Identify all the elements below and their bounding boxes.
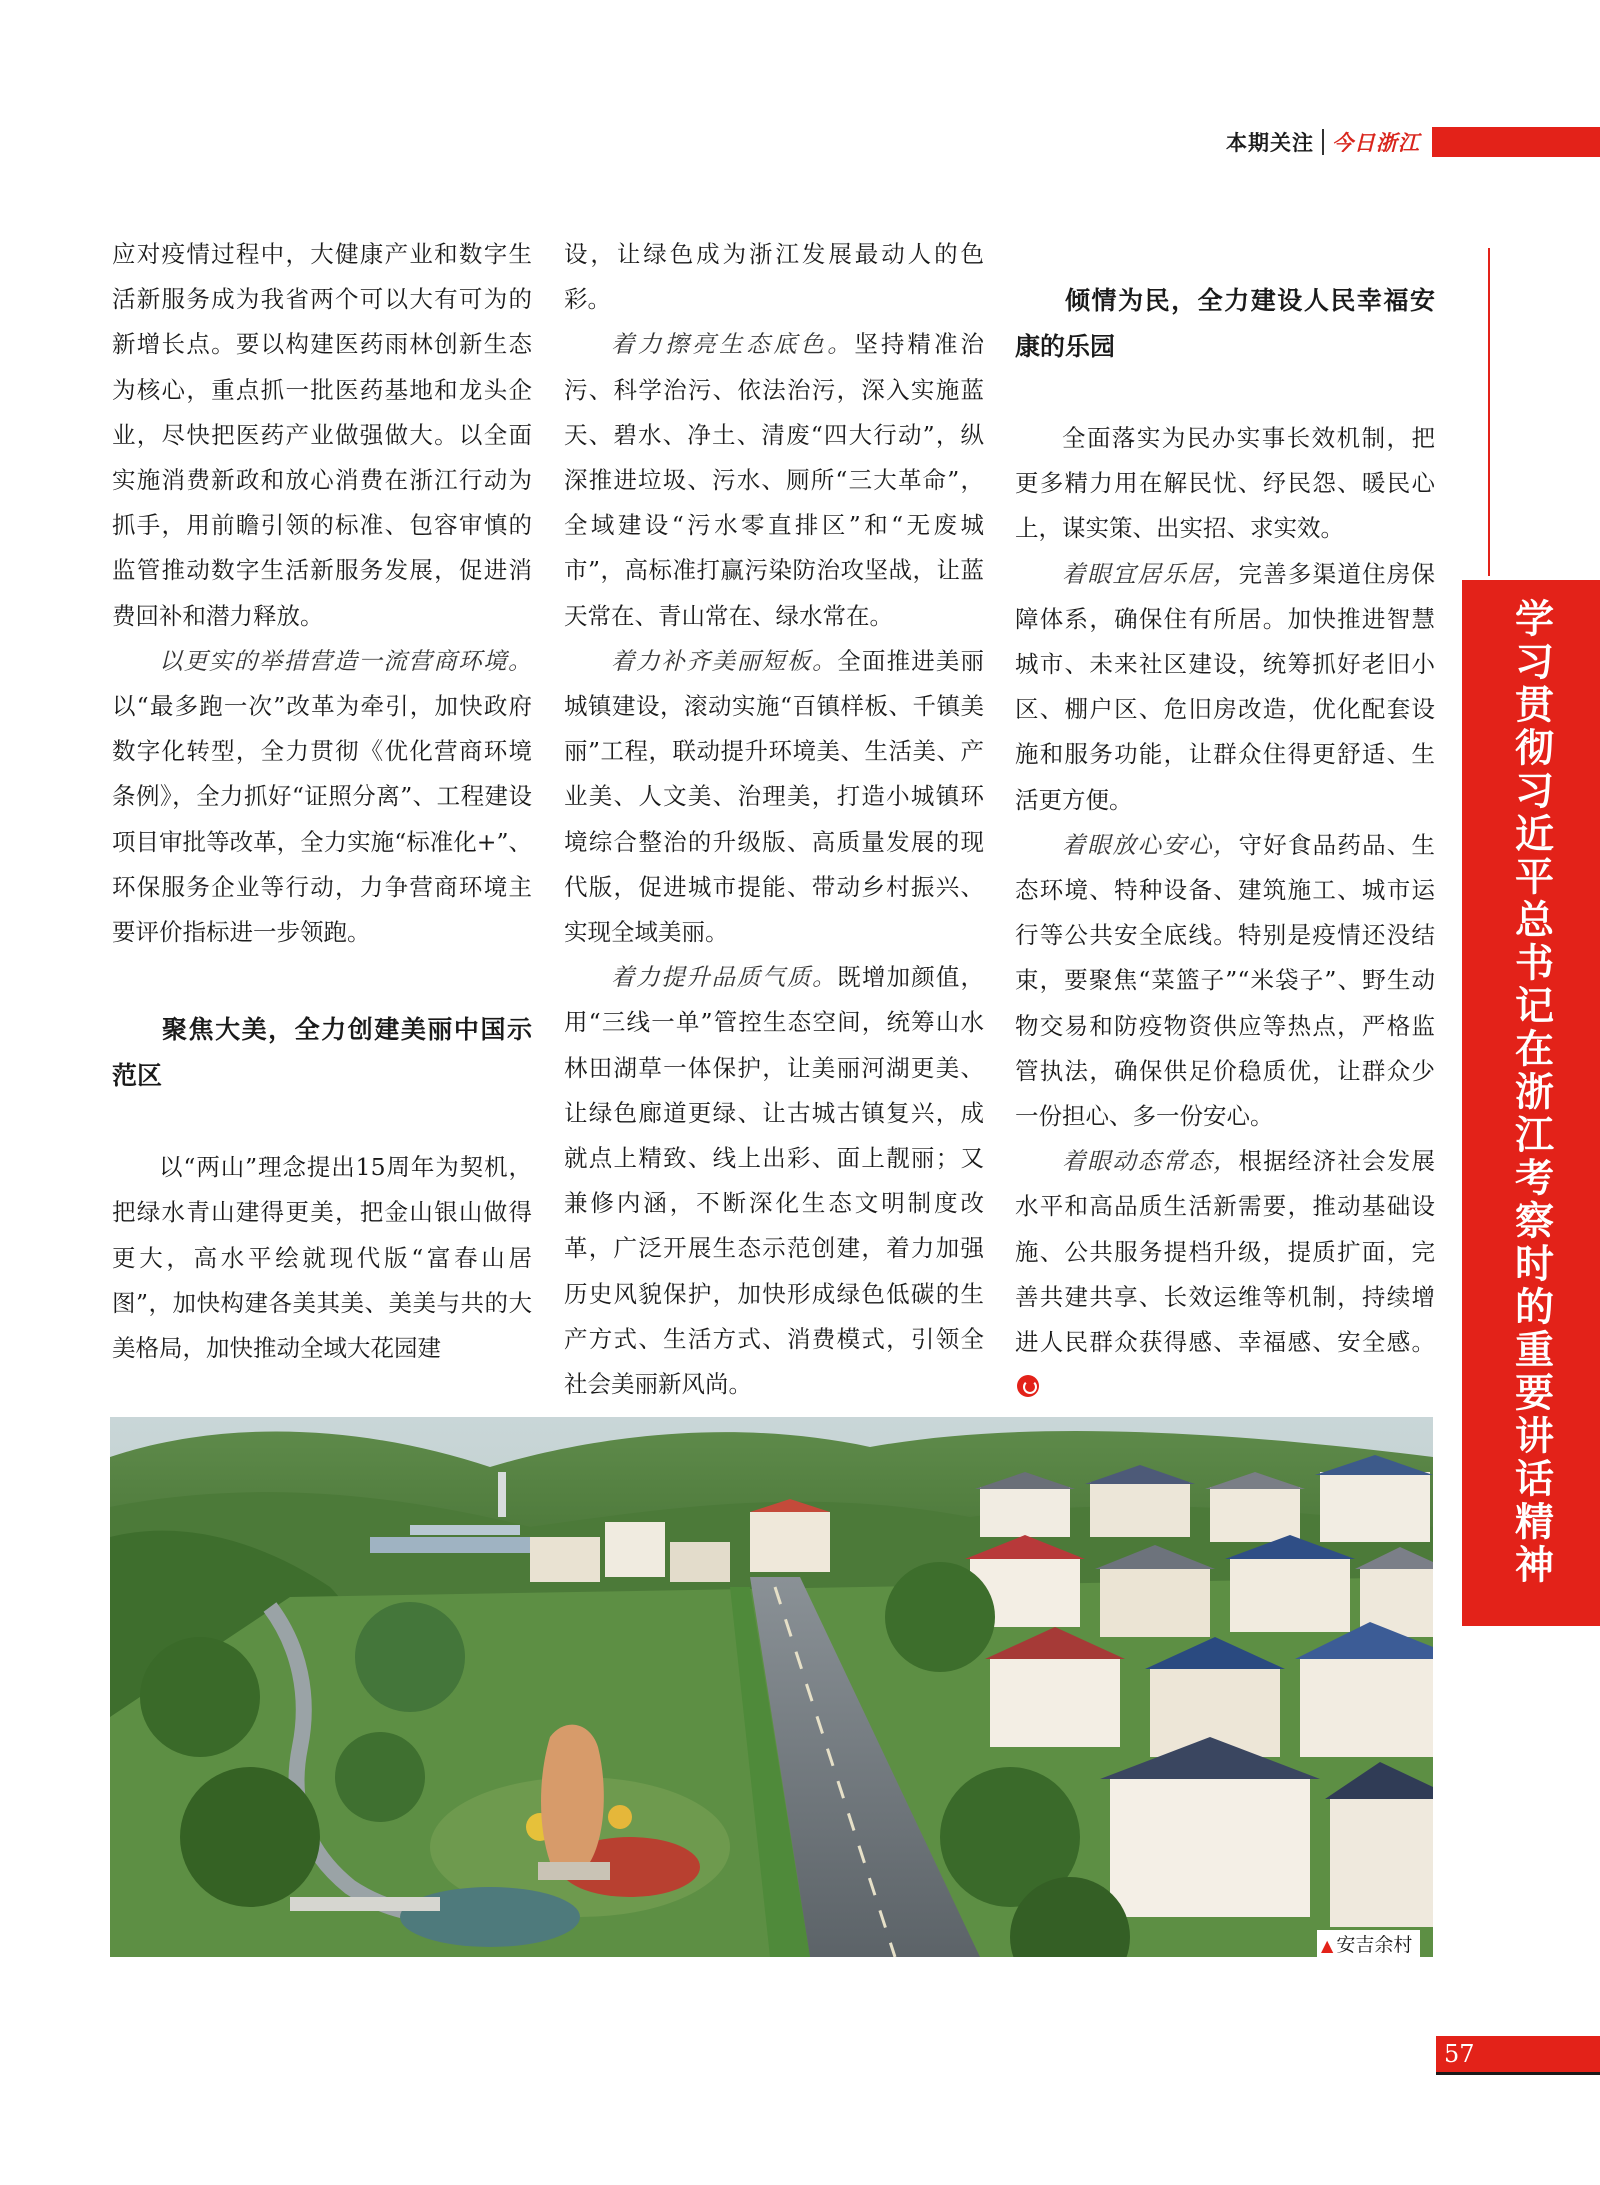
paragraph: [112, 639, 532, 955]
paragraph-lead: 以更实的举措营造一流营商环境。: [159, 646, 532, 675]
village-photo: [110, 1417, 1433, 1957]
caption-text: 安吉余村: [1336, 1934, 1413, 1956]
paragraph: [1015, 823, 1435, 1139]
aerial-village-illustration: [110, 1417, 1433, 1957]
text-column-3: [1015, 232, 1435, 1410]
paragraph: [1015, 552, 1435, 823]
paragraph: [1015, 1139, 1435, 1410]
photo-caption: [1317, 1930, 1420, 1960]
paragraph: [564, 955, 984, 1407]
magazine-brand: 今日浙江: [1332, 131, 1420, 155]
paragraph-lead: 着力擦亮生态底色。: [611, 330, 855, 359]
paragraph-body: 守好食品药品、生态环境、特种设备、建筑施工、城市运行等公共安全底线。特别是疫情还没结束，要聚焦“菜篮子”“米袋子”、野生动物交易和防疫物资供应等热点，严格监管执法，确保供足价稳质优，让群众少一份担心、多一份安心。: [1015, 830, 1435, 1131]
text-column-1: [112, 232, 532, 1371]
paragraph: 设，让绿色成为浙江发展最动人的色彩。: [564, 240, 984, 314]
header-divider: [1322, 129, 1324, 155]
page-header: [1226, 126, 1600, 158]
header-red-bar: [1432, 127, 1600, 157]
paragraph-body: 以“最多跑一次”改革为牵引，加快政府数字化转型，全力贯彻《优化营商环境条例》，全力抓好“证照分离”、工程建设项目审批等改革，全力实施“标准化+”、环保服务企业等行动，力争营商环境主要评价指标进一步领跑。: [112, 692, 532, 947]
paragraph: [564, 322, 984, 638]
paragraph-body: 全面推进美丽城镇建设，滚动实施“百镇样板、千镇美丽”工程，联动提升环境美、生活美、产业美、人文美、治理美，打造小城镇环境综合整治的升级版、高质量发展的现代版，促进城市提能、带动乡村振兴、实现全域美丽。: [564, 646, 985, 947]
paragraph-lead: 着眼放心安心，: [1062, 830, 1239, 859]
paragraph-lead: 着眼动态常态，: [1062, 1147, 1239, 1176]
paragraph-body: 坚持精准治污、科学治污、依法治污，深入实施蓝天、碧水、净土、清废“四大行动”，纵深推进垃圾、污水、厕所“三大革命”，全域建设“污水零直排区”和“无废城市”，高标准打赢污染防治攻坚战，让蓝天常在、青山常在、绿水常在。: [564, 330, 985, 630]
paragraph-body: 既增加颜值，用“三线一单”管控生态空间，统筹山水林田湖草一体保护，让美丽河湖更美、让绿色廊道更绿、让古城古镇复兴，成就点上精致、线上出彩、面上靓丽；又兼修内涵，不断深化生态文明制度改革，广泛开展生态示范创建，着力加强历史风貌保护，加快形成绿色低碳的生产方式、生活方式、消费模式，引领全社会美丽新风尚。: [564, 963, 985, 1399]
banner-title: 学习贯彻习近平总书记在浙江考察时的重要讲话精神: [1508, 598, 1554, 1587]
page-bottom-rule: [1436, 2072, 1600, 2075]
paragraph-body: 完善多渠道住房保障体系，确保住有所居。加快推进智慧城市、未来社区建设，统筹抓好老旧小区、棚户区、危旧房改造，优化配套设施和服务功能，让群众住得更舒适、生活更方便。: [1015, 559, 1435, 814]
banner-rule: [1488, 248, 1490, 576]
paragraph: [564, 639, 984, 955]
section-label: 本期关注: [1226, 131, 1314, 155]
paragraph: 以“两山”理念提出15周年为契机，把绿水青山建得更美，把金山银山做得更大，高水平绘就现代版“富春山居图”，加快构建各美其美、美美与共的大美格局，加快推动全域大花园建: [112, 1153, 532, 1363]
paragraph-lead: 着力提升品质气质。: [611, 963, 838, 992]
section-heading: 倾情为民，全力建设人民幸福安康的乐园: [1015, 286, 1435, 361]
caption-triangle-icon: ▲: [1321, 1936, 1334, 1955]
section-heading: 聚焦大美，全力创建美丽中国示范区: [112, 1015, 532, 1091]
paragraph-body: 根据经济社会发展水平和高品质生活新需要，推动基础设施、公共服务提档升级，提质扩面，完善共建共享、长效运维等机制，持续增进人民群众获得感、幸福感、安全感。: [1015, 1147, 1435, 1357]
paragraph-lead: 着力补齐美丽短板。: [611, 646, 838, 675]
end-mark-icon: [1017, 1375, 1039, 1397]
paragraph-lead: 着眼宜居乐居，: [1062, 559, 1239, 588]
text-column-2: [564, 232, 984, 1407]
page-number: 57: [1444, 2040, 1475, 2068]
paragraph: 应对疫情过程中，大健康产业和数字生活新服务成为我省两个可以大有可为的新增长点。要以构建医药雨林创新生态为核心，重点抓一批医药基地和龙头企业，尽快把医药产业做强做大。以全面实施消费新政和放心消费在浙江行动为抓手，用前瞻引领的标准、包容审慎的监管推动数字生活新服务发展，促进消费回补和潜力释放。: [112, 240, 532, 630]
vertical-banner: [1462, 580, 1600, 1626]
paragraph: 全面落实为民办实事长效机制，把更多精力用在解民忧、纾民怨、暖民心上，谋实策、出实招、求实效。: [1015, 424, 1435, 543]
